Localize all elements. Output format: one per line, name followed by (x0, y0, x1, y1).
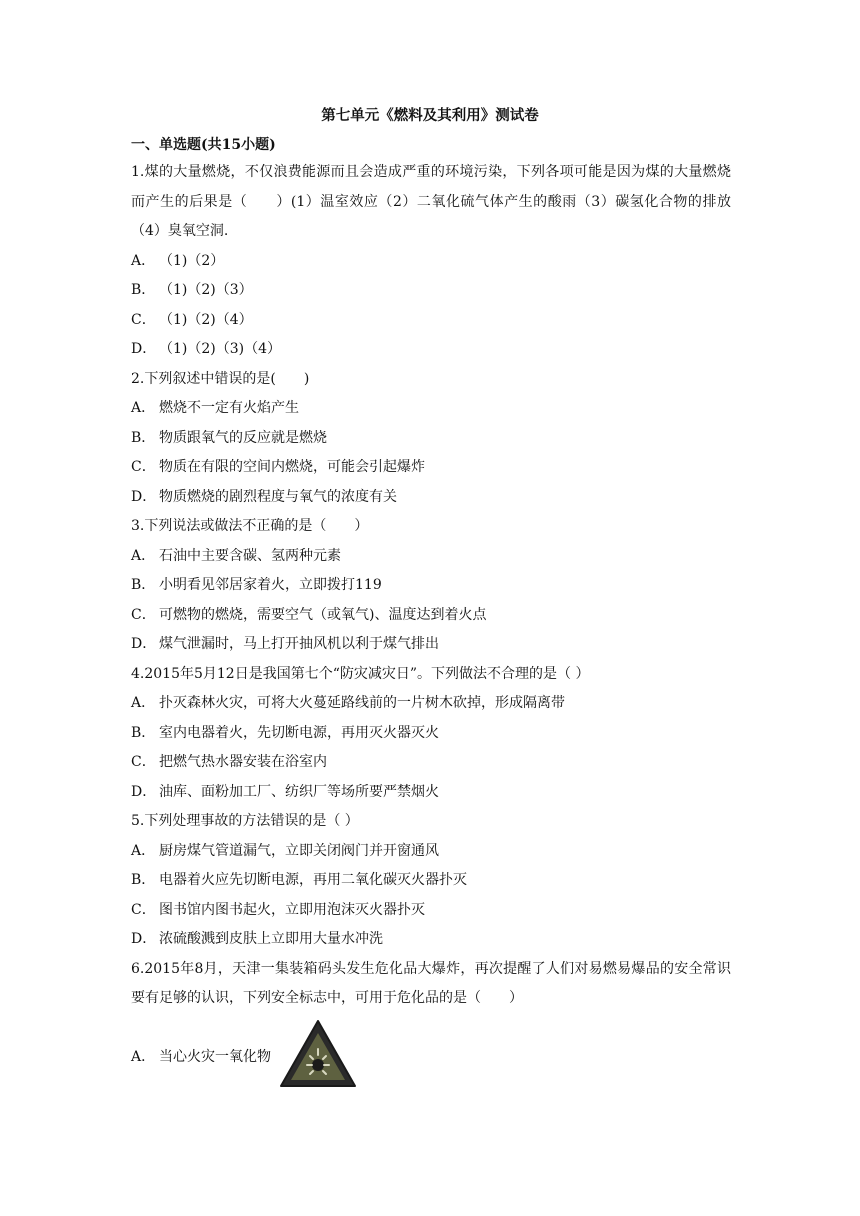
option-text: 煤气泄漏时，马上打开抽风机以利于煤气排出 (159, 636, 439, 652)
question (131, 512, 731, 660)
option-text: 石油中主要含碳、氢两种元素 (159, 547, 341, 564)
option-letter: A． (131, 400, 156, 416)
option (131, 424, 731, 454)
option (131, 925, 731, 955)
option-text: （1)（2)（4） (159, 311, 253, 328)
option (131, 394, 731, 424)
option-text: 当心火灾一氧化物 (159, 1048, 271, 1065)
option-letter: C． (131, 754, 156, 770)
option-text: 燃烧不一定有火焰产生 (159, 400, 299, 416)
question (131, 158, 731, 365)
question-stem: 6.2015年8月，天津一集装箱码头发生危化品大爆炸，再次提醒了人们对易燃易爆品的安全常识要有足够的认识，下列安全标志中，可用于危化品的是（ ） (131, 960, 731, 1006)
option-text: 物质在有限的空间内燃烧，可能会引起爆炸 (159, 459, 425, 475)
question-stem: 3.下列说法或做法不正确的是（ ） (131, 518, 369, 534)
option-text: 电器着火应先切断电源，再用二氧化碳灭火器扑灭 (159, 872, 467, 888)
option-letter: D． (131, 341, 157, 357)
option-text: 可燃物的燃烧，需要空气（或氧气)、温度达到着火点 (159, 606, 487, 623)
option-letter: D． (131, 931, 157, 947)
option-letter: A． (131, 695, 156, 711)
option (131, 1020, 731, 1092)
option (131, 276, 731, 306)
explosion-warning-sign-icon (279, 1019, 357, 1093)
question-stem: 2.下列叙述中错误的是( ) (131, 370, 310, 387)
option (131, 571, 731, 601)
section-heading: 一、单选题(共15小题) (131, 137, 276, 153)
option-letter: C． (131, 459, 156, 475)
option (131, 689, 731, 719)
option-text: 扑灭森林火灾，可将大火蔓延路线前的一片树木砍掉，形成隔离带 (159, 695, 565, 711)
option-letter: B． (131, 282, 156, 298)
option (131, 601, 731, 631)
option-letter: A． (131, 842, 156, 859)
option-text: 油库、面粉加工厂、纺织厂等场所要严禁烟火 (159, 783, 439, 800)
option-text: （1)（2)（3)（4） (159, 341, 282, 357)
option-letter: D． (131, 636, 157, 652)
question (131, 365, 731, 513)
option (131, 483, 731, 513)
option-letter: A． (131, 252, 156, 269)
option-text: 厨房煤气管道漏气，立即关闭阀门并开窗通风 (159, 842, 439, 859)
option-letter: C． (131, 606, 156, 623)
option-text: （1)（2)（3） (159, 282, 253, 298)
option-letter: B． (131, 724, 156, 741)
option-letter: B． (131, 872, 156, 888)
option-text: 室内电器着火，先切断电源，再用灭火器灭火 (159, 724, 439, 741)
option (131, 837, 731, 867)
option (131, 748, 731, 778)
option (131, 306, 731, 336)
option-letter: B． (131, 429, 156, 446)
option (131, 719, 731, 749)
option-text: 物质燃烧的剧烈程度与氧气的浓度有关 (159, 488, 397, 505)
option-letter: C． (131, 901, 156, 918)
option-text: 浓硫酸溅到皮肤上立即用大量水冲洗 (159, 931, 383, 947)
option-letter: A． (131, 1048, 156, 1065)
question (131, 807, 731, 955)
option-text: 图书馆内图书起火，立即用泡沫灭火器扑灭 (159, 901, 425, 918)
option (131, 453, 731, 483)
option-letter: D． (131, 488, 157, 505)
option (131, 542, 731, 572)
option-text: 把燃气热水器安装在浴室内 (159, 754, 327, 770)
option-letter: D． (131, 783, 157, 800)
option-text: （1)（2） (159, 252, 225, 269)
option (131, 896, 731, 926)
question-stem: 1.煤的大量燃烧，不仅浪费能源而且会造成严重的环境污染，下列各项可能是因为煤的大量燃烧而产生的后果是（ ）(1）温室效应（2）二氧化硫气体产生的酸雨（3）碳氢化合物的排放（4）臭氧空洞. (131, 164, 731, 239)
option (131, 778, 731, 808)
page-title: 第七单元《燃料及其利用》测试卷 (321, 107, 539, 124)
option (131, 335, 731, 365)
question-stem: 5.下列处理事故的方法错误的是（ ） (131, 813, 359, 829)
question-list (131, 158, 731, 1092)
option-text: 小明看见邻居家着火，立即拨打119 (159, 577, 382, 593)
option-letter: C． (131, 311, 156, 328)
option (131, 247, 731, 277)
option (131, 630, 731, 660)
question (131, 660, 731, 808)
option-letter: B． (131, 577, 156, 593)
question (131, 955, 731, 1092)
option-text: 物质跟氧气的反应就是燃烧 (159, 429, 327, 446)
option (131, 866, 731, 896)
question-stem: 4.2015年5月12日是我国第七个“防灾减灾日”。下列做法不合理的是（ ） (131, 665, 590, 682)
option-letter: A． (131, 547, 156, 564)
